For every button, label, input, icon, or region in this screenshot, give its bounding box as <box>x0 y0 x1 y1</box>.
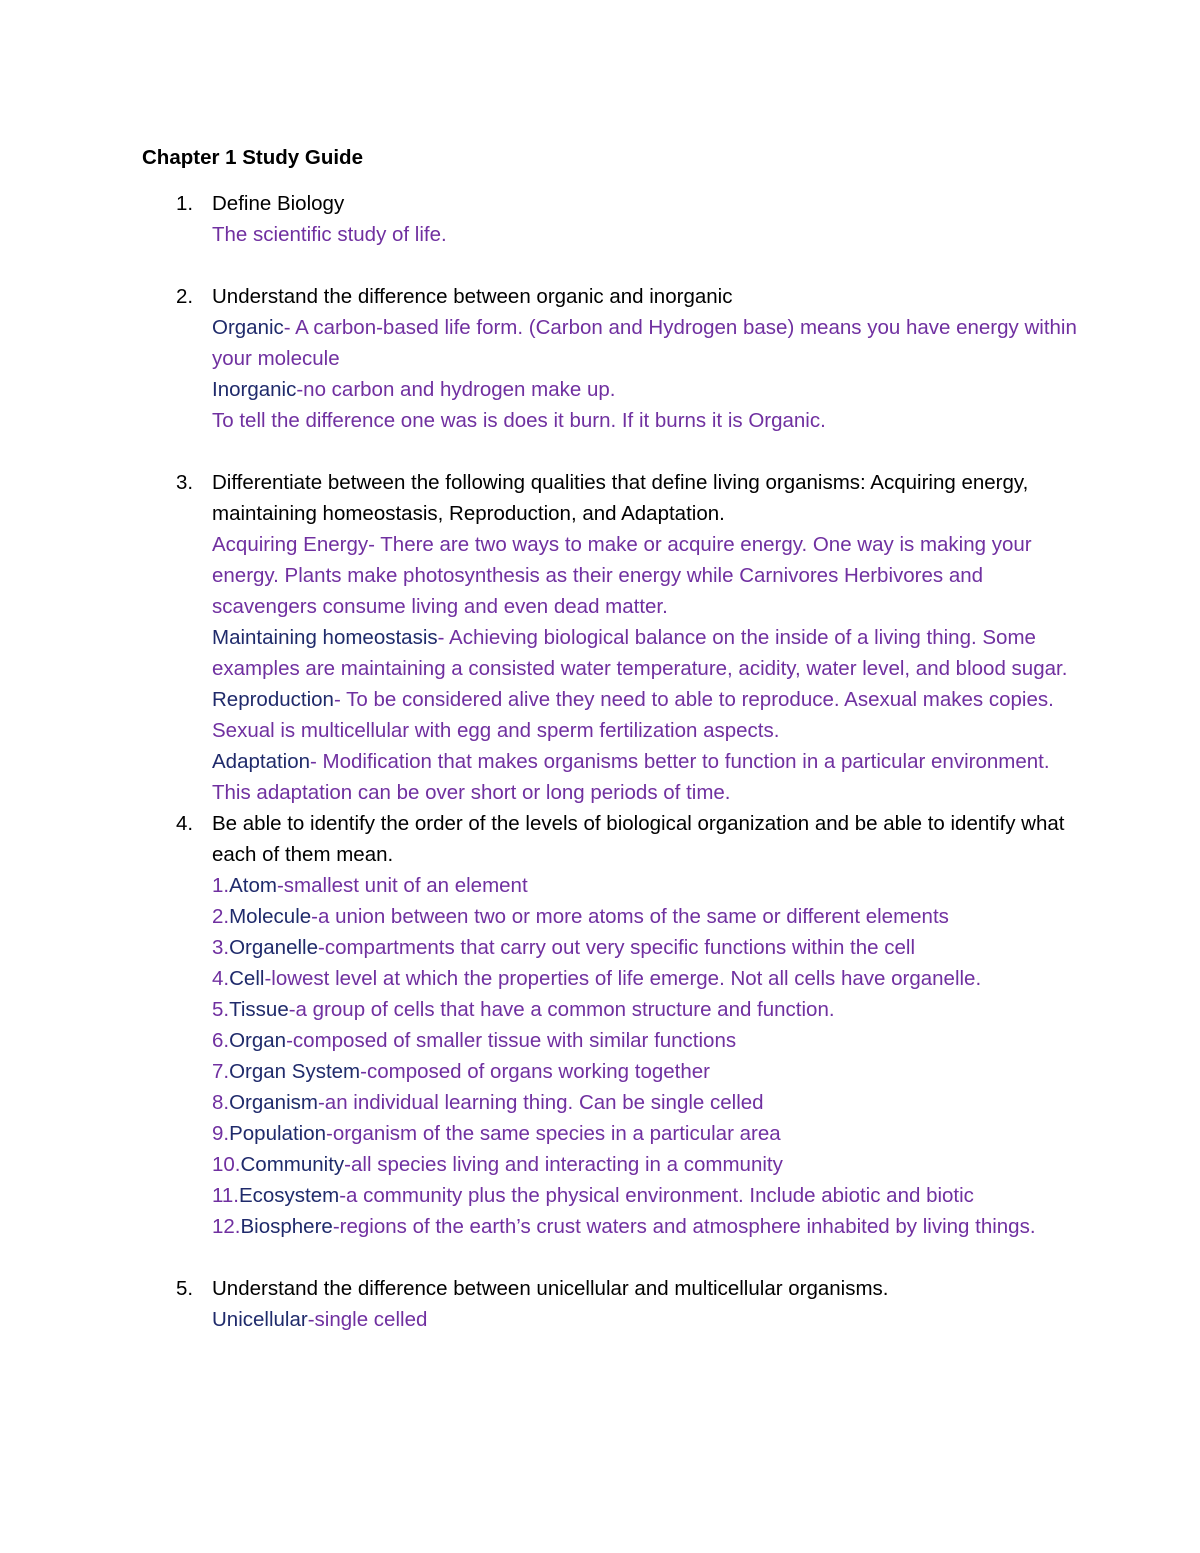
level-number: 11. <box>212 1184 239 1207</box>
term-label: Organic <box>212 316 284 339</box>
level-definition: -a union between two or more atoms of the same or different elements <box>311 905 949 928</box>
list-item-5 <box>142 1273 1082 1335</box>
level-item <box>212 1149 1082 1180</box>
level-definition: -all species living and interacting in a community <box>344 1153 783 1176</box>
level-definition: -compartments that carry out very specific functions within the cell <box>318 936 916 959</box>
question-text: Define Biology <box>212 192 345 215</box>
level-number: 1. <box>212 874 230 897</box>
level-item <box>212 994 1082 1025</box>
item-number: 3. <box>176 471 194 494</box>
list-item-2 <box>142 281 1082 436</box>
level-term: Biosphere <box>240 1215 333 1238</box>
term-label: Adaptation <box>212 750 311 773</box>
answer-inorganic <box>212 374 1082 405</box>
term-definition: - To be considered alive they need to able to reproduce. Asexual makes copies. Sexual is multicellular with egg and sperm fertilization aspects. <box>212 688 1054 742</box>
question-text: Understand the difference between organic and inorganic <box>212 285 733 308</box>
item-number: 1. <box>176 192 194 215</box>
level-term: Ecosystem <box>238 1184 340 1207</box>
term-definition: -single celled <box>307 1308 428 1331</box>
levels-list <box>212 870 1082 1242</box>
level-number: 4. <box>212 967 230 990</box>
level-definition: -composed of organs working together <box>360 1060 710 1083</box>
level-term: Tissue <box>229 998 289 1021</box>
level-number: 10. <box>212 1153 241 1176</box>
level-term: Organelle <box>229 936 318 959</box>
level-definition: -regions of the earth’s crust waters and atmosphere inhabited by living things. <box>332 1215 1036 1238</box>
study-guide-list <box>142 188 1082 1335</box>
level-item <box>212 1056 1082 1087</box>
level-number: 8. <box>212 1091 230 1114</box>
level-number: 7. <box>212 1060 230 1083</box>
level-item <box>212 1025 1082 1056</box>
term-label: Maintaining homeostasis <box>212 626 438 649</box>
level-term: Population <box>229 1122 326 1145</box>
level-definition: -a community plus the physical environment. Include abiotic and biotic <box>339 1184 974 1207</box>
term-definition: - A carbon-based life form. (Carbon and Hydrogen base) means you have energy within your molecule <box>212 316 1077 370</box>
answer-reproduction <box>212 684 1082 746</box>
level-definition: -smallest unit of an element <box>276 874 528 897</box>
level-number: 5. <box>212 998 230 1021</box>
term-label: Reproduction <box>212 688 334 711</box>
answer-text: The scientific study of life. <box>212 223 447 246</box>
page-title: Chapter 1 Study Guide <box>142 146 363 169</box>
list-item-3 <box>142 467 1082 808</box>
level-item <box>212 870 1082 901</box>
term-definition: - Modification that makes organisms better to function in a particular environment. This adaptation can be over short or long periods of time. <box>212 750 1050 804</box>
question-text: Understand the difference between unicellular and multicellular organisms. <box>212 1277 889 1300</box>
level-item <box>212 1211 1082 1242</box>
level-term: Organism <box>229 1091 318 1114</box>
answer-note: To tell the difference one was is does it burn. If it burns it is Organic. <box>212 409 826 432</box>
level-item <box>212 963 1082 994</box>
level-number: 12. <box>212 1215 241 1238</box>
answer-homeostasis <box>212 622 1082 684</box>
item-number: 2. <box>176 285 194 308</box>
term-label: Inorganic <box>212 378 297 401</box>
term-definition: -no carbon and hydrogen make up. <box>296 378 616 401</box>
level-definition: -composed of smaller tissue with similar functions <box>286 1029 737 1052</box>
level-item <box>212 1180 1082 1211</box>
item-number: 5. <box>176 1277 194 1300</box>
answer-adaptation <box>212 746 1082 808</box>
level-term: Atom <box>229 874 277 897</box>
level-term: Community <box>240 1153 345 1176</box>
level-item <box>212 1118 1082 1149</box>
level-definition: -a group of cells that have a common structure and function. <box>288 998 835 1021</box>
level-item <box>212 1087 1082 1118</box>
term-definition: - Achieving biological balance on the inside of a living thing. Some examples are maintaining a consisted water temperature, acidity, water level, and blood sugar. <box>212 626 1068 680</box>
level-number: 3. <box>212 936 230 959</box>
level-number: 6. <box>212 1029 230 1052</box>
list-item-1 <box>142 188 1082 250</box>
level-item <box>212 932 1082 963</box>
question-text: Differentiate between the following qualities that define living organisms: Acquiring energy, maintaining homeostasis, Reproduction, and Adaptation. <box>212 471 1029 525</box>
list-item-4 <box>142 808 1082 1242</box>
level-definition: -lowest level at which the properties of life emerge. Not all cells have organelle. <box>264 967 982 990</box>
level-number: 9. <box>212 1122 230 1145</box>
answer-unicellular <box>212 1304 1082 1335</box>
level-term: Cell <box>229 967 265 990</box>
question-text: Be able to identify the order of the levels of biological organization and be able to identify what each of them mean. <box>212 812 1065 866</box>
answer-acquiring-energy: Acquiring Energy- There are two ways to make or acquire energy. One way is making your energy. Plants make photosynthesis as their energy while Carnivores Herbivores and scavengers consume living and even dead matter. <box>212 533 1032 618</box>
level-definition: -an individual learning thing. Can be single celled <box>317 1091 764 1114</box>
answer-organic <box>212 312 1082 374</box>
item-number: 4. <box>176 812 194 835</box>
level-item <box>212 901 1082 932</box>
level-term: Organ System <box>229 1060 361 1083</box>
level-term: Organ <box>229 1029 287 1052</box>
level-number: 2. <box>212 905 230 928</box>
level-term: Molecule <box>229 905 312 928</box>
level-definition: -organism of the same species in a particular area <box>326 1122 781 1145</box>
term-label: Unicellular <box>212 1308 308 1331</box>
